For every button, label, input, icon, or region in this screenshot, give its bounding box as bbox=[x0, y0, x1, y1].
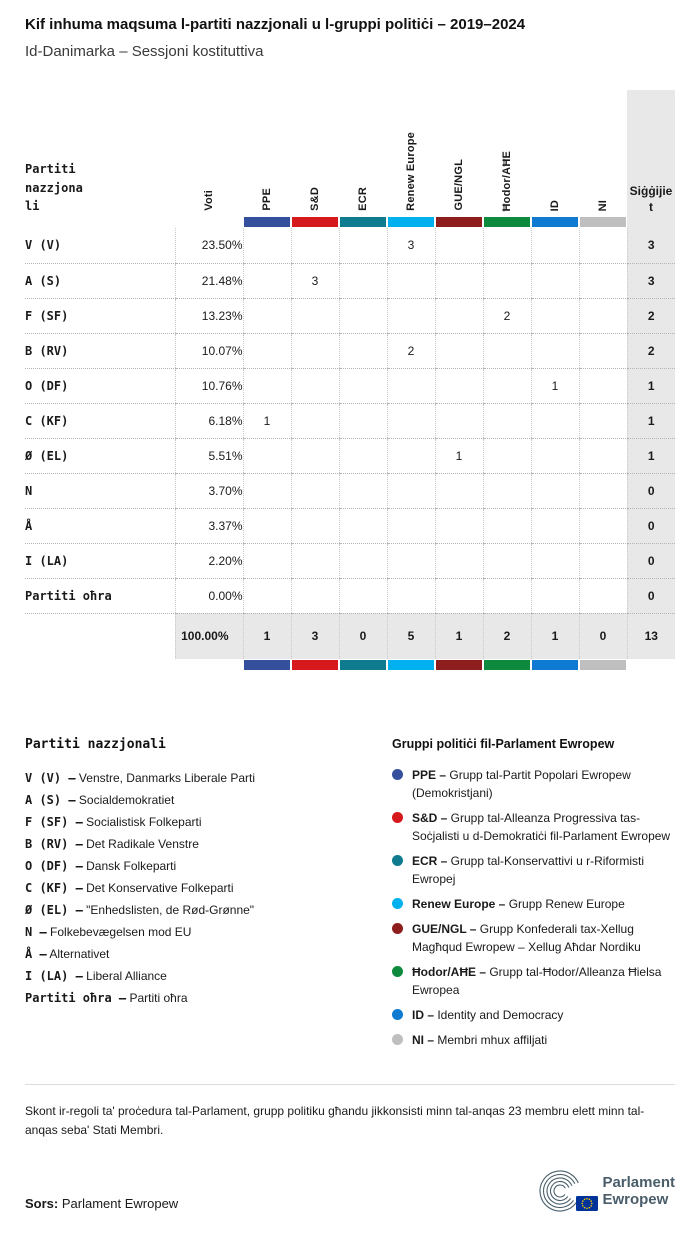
total-blank bbox=[25, 613, 175, 659]
voti-value: 0.00% bbox=[175, 578, 243, 613]
groups-legend bbox=[392, 737, 675, 1056]
seat-count-ppe bbox=[243, 228, 291, 263]
group-legend-item bbox=[392, 766, 675, 802]
seat-count-renew-europe bbox=[387, 403, 435, 438]
party-full-name: Dansk Folkeparti bbox=[86, 859, 177, 873]
group-description: PPE – Grupp tal-Partit Popolari Ewropew (Demokristjani) bbox=[412, 768, 631, 800]
seat-count-ppe bbox=[243, 508, 291, 543]
seat-count-ecr bbox=[339, 543, 387, 578]
groups-legend-title: Gruppi politiċi fil-Parlament Ewropew bbox=[392, 737, 615, 751]
seats-column-header: Siġġijiet bbox=[627, 90, 675, 216]
parlament-ewropew-logo bbox=[534, 1169, 675, 1213]
table-row bbox=[25, 578, 675, 613]
party-abbr: B (RV) – bbox=[25, 837, 83, 851]
party-legend-item bbox=[25, 965, 373, 987]
table-row bbox=[25, 473, 675, 508]
seat-count-renew-europe: 3 bbox=[387, 228, 435, 263]
party-legend-item bbox=[25, 987, 373, 1009]
seat-count-ni bbox=[579, 508, 627, 543]
seat-count-ni bbox=[579, 578, 627, 613]
table-row bbox=[25, 438, 675, 473]
party-abbr: C (KF) – bbox=[25, 881, 83, 895]
seat-count-renew-europe bbox=[387, 508, 435, 543]
total-ni: 0 bbox=[579, 613, 627, 659]
seat-count-ecr bbox=[339, 228, 387, 263]
party-legend-item bbox=[25, 921, 373, 943]
voti-column-header: Voti bbox=[203, 190, 215, 211]
party-full-name: Det Konservative Folkeparti bbox=[86, 881, 234, 895]
seat-count-ecr bbox=[339, 333, 387, 368]
seat-count-renew-europe bbox=[387, 543, 435, 578]
group-description: GUE/NGL – Grupp Konfederali tax-Xellug Magħqud Ewropew – Xellug Aħdar Nordiku bbox=[412, 922, 641, 954]
table-row bbox=[25, 333, 675, 368]
seat-count-sd bbox=[291, 228, 339, 263]
seat-count-gue-ngl bbox=[435, 333, 483, 368]
seat-count-renew-europe bbox=[387, 368, 435, 403]
group-description: Ħodor/AĦE – Grupp tal-Ħodor/Alleanza Ħielsa Ewropea bbox=[412, 965, 662, 997]
seat-count-hodor-ahe bbox=[483, 333, 531, 368]
table-row bbox=[25, 298, 675, 333]
seats-value: 0 bbox=[627, 473, 675, 508]
group-column-header-ecr: ECR bbox=[357, 187, 369, 211]
voti-value: 6.18% bbox=[175, 403, 243, 438]
seat-count-ppe bbox=[243, 333, 291, 368]
seats-value: 2 bbox=[627, 333, 675, 368]
group-color-dot bbox=[392, 1034, 403, 1045]
voti-value: 2.20% bbox=[175, 543, 243, 578]
seat-count-id bbox=[531, 508, 579, 543]
seat-count-renew-europe bbox=[387, 298, 435, 333]
group-color-dot bbox=[392, 855, 403, 866]
color-bar-id bbox=[531, 659, 579, 671]
divider bbox=[25, 1084, 675, 1085]
seat-count-ecr bbox=[339, 263, 387, 298]
seat-count-ecr bbox=[339, 508, 387, 543]
total-sd: 3 bbox=[291, 613, 339, 659]
total-ecr: 0 bbox=[339, 613, 387, 659]
color-bar-ecr bbox=[339, 659, 387, 671]
party-name: Å bbox=[25, 508, 175, 543]
voti-value: 10.76% bbox=[175, 368, 243, 403]
color-bar-renew-europe bbox=[387, 659, 435, 671]
party-legend-item bbox=[25, 833, 373, 855]
party-abbr: F (SF) – bbox=[25, 815, 83, 829]
seat-count-renew-europe bbox=[387, 473, 435, 508]
seat-count-ni bbox=[579, 473, 627, 508]
seats-value: 0 bbox=[627, 578, 675, 613]
seat-count-hodor-ahe bbox=[483, 578, 531, 613]
seat-count-hodor-ahe bbox=[483, 473, 531, 508]
group-legend-item bbox=[392, 809, 675, 845]
seat-count-ni bbox=[579, 298, 627, 333]
seats-value: 1 bbox=[627, 368, 675, 403]
source-value: Parlament Ewropew bbox=[61, 1196, 179, 1212]
party-name: C (KF) bbox=[25, 403, 175, 438]
group-legend-item bbox=[392, 1031, 675, 1049]
page-title: Kif inhuma maqsuma l-partiti nazzjonali u l-gruppi politiċi – 2019–2024 bbox=[25, 16, 526, 33]
party-name: Partiti oħra bbox=[25, 578, 175, 613]
table-row bbox=[25, 543, 675, 578]
seat-count-hodor-ahe bbox=[483, 228, 531, 263]
group-description: ECR – Grupp tal-Konservattivi u r-Riformisti Ewropej bbox=[412, 854, 645, 886]
group-legend-item bbox=[392, 920, 675, 956]
seat-count-gue-ngl bbox=[435, 298, 483, 333]
group-color-bars bbox=[25, 659, 675, 671]
seat-count-hodor-ahe bbox=[483, 263, 531, 298]
seat-count-ppe bbox=[243, 543, 291, 578]
seat-count-sd bbox=[291, 333, 339, 368]
group-description: NI – Membri mhux affiljati bbox=[412, 1033, 548, 1047]
total-renew-europe: 5 bbox=[387, 613, 435, 659]
total-voti: 100.00% bbox=[175, 613, 243, 659]
table-row bbox=[25, 263, 675, 298]
party-name: O (DF) bbox=[25, 368, 175, 403]
seat-count-renew-europe bbox=[387, 263, 435, 298]
seat-count-hodor-ahe bbox=[483, 438, 531, 473]
seat-count-sd bbox=[291, 438, 339, 473]
voti-value: 10.07% bbox=[175, 333, 243, 368]
seat-count-sd bbox=[291, 578, 339, 613]
party-name: N bbox=[25, 473, 175, 508]
results-table bbox=[25, 90, 675, 671]
table-body bbox=[25, 228, 675, 671]
seat-count-sd bbox=[291, 508, 339, 543]
party-abbr: N – bbox=[25, 925, 47, 939]
color-bar-ni bbox=[579, 659, 627, 671]
party-abbr: Partiti oħra – bbox=[25, 991, 127, 1005]
voti-value: 21.48% bbox=[175, 263, 243, 298]
seat-count-ppe bbox=[243, 578, 291, 613]
seat-count-renew-europe: 2 bbox=[387, 333, 435, 368]
color-bar-sd bbox=[291, 216, 339, 228]
parties-legend-list bbox=[25, 767, 373, 1009]
seat-count-sd bbox=[291, 543, 339, 578]
seat-count-sd bbox=[291, 368, 339, 403]
seat-count-ppe bbox=[243, 473, 291, 508]
seat-count-ecr bbox=[339, 368, 387, 403]
seat-count-gue-ngl bbox=[435, 473, 483, 508]
legends bbox=[25, 737, 675, 1056]
group-abbr: ID – bbox=[412, 1008, 435, 1022]
color-bar-ppe bbox=[243, 659, 291, 671]
voti-value: 23.50% bbox=[175, 228, 243, 263]
group-description: Renew Europe – Grupp Renew Europe bbox=[412, 897, 625, 911]
color-bar-id bbox=[531, 216, 579, 228]
seat-count-hodor-ahe bbox=[483, 543, 531, 578]
party-legend-item bbox=[25, 855, 373, 877]
color-bar-gue-ngl bbox=[435, 659, 483, 671]
party-full-name: Socialdemokratiet bbox=[78, 793, 175, 807]
total-row bbox=[25, 613, 675, 659]
seats-value: 1 bbox=[627, 403, 675, 438]
seat-count-ni bbox=[579, 263, 627, 298]
party-full-name: "Enhedslisten, de Rød-Grønne" bbox=[86, 903, 255, 917]
group-abbr: NI – bbox=[412, 1033, 435, 1047]
party-legend-item bbox=[25, 899, 373, 921]
group-legend-item bbox=[392, 1006, 675, 1024]
table-row bbox=[25, 508, 675, 543]
seat-count-gue-ngl bbox=[435, 543, 483, 578]
voti-value: 5.51% bbox=[175, 438, 243, 473]
seat-count-ppe bbox=[243, 438, 291, 473]
seat-count-id bbox=[531, 228, 579, 263]
party-full-name: Det Radikale Venstre bbox=[86, 837, 199, 851]
seat-count-id bbox=[531, 298, 579, 333]
party-full-name: Folkebevægelsen mod EU bbox=[50, 925, 192, 939]
seat-count-renew-europe bbox=[387, 578, 435, 613]
total-hodor-ahe: 2 bbox=[483, 613, 531, 659]
seat-count-gue-ngl bbox=[435, 263, 483, 298]
seats-value: 0 bbox=[627, 508, 675, 543]
seats-value: 3 bbox=[627, 228, 675, 263]
seat-count-gue-ngl bbox=[435, 403, 483, 438]
total-id: 1 bbox=[531, 613, 579, 659]
table-row bbox=[25, 403, 675, 438]
group-abbr: Renew Europe – bbox=[412, 897, 506, 911]
seat-count-sd bbox=[291, 473, 339, 508]
seat-count-hodor-ahe bbox=[483, 508, 531, 543]
groups-legend-list bbox=[392, 766, 675, 1049]
table-row bbox=[25, 368, 675, 403]
party-full-name: Liberal Alliance bbox=[86, 969, 167, 983]
seat-count-ppe bbox=[243, 263, 291, 298]
header-row bbox=[25, 90, 675, 216]
total-gue-ngl: 1 bbox=[435, 613, 483, 659]
logo-text-line2: Ewropew bbox=[602, 1191, 669, 1209]
group-description: ID – Identity and Democracy bbox=[412, 1008, 564, 1022]
color-bar-hodor-ahe bbox=[483, 216, 531, 228]
seat-count-ppe: 1 bbox=[243, 403, 291, 438]
group-color-dot bbox=[392, 769, 403, 780]
seat-count-ni bbox=[579, 333, 627, 368]
color-bar-ni bbox=[579, 216, 627, 228]
eu-flag-icon bbox=[576, 1196, 598, 1211]
party-full-name: Venstre, Danmarks Liberale Parti bbox=[78, 771, 256, 785]
group-abbr: PPE – bbox=[412, 768, 447, 782]
party-abbr: V (V) – bbox=[25, 771, 76, 785]
group-color-bars bbox=[25, 216, 675, 228]
group-column-header-sd: S&D bbox=[309, 187, 321, 211]
party-full-name: Partiti oħra bbox=[129, 991, 188, 1005]
group-abbr: GUE/NGL – bbox=[412, 922, 477, 936]
seat-count-sd bbox=[291, 403, 339, 438]
color-bar-ecr bbox=[339, 216, 387, 228]
seat-count-gue-ngl bbox=[435, 508, 483, 543]
seat-count-id: 1 bbox=[531, 368, 579, 403]
seat-count-ecr bbox=[339, 298, 387, 333]
seats-value: 0 bbox=[627, 543, 675, 578]
seat-count-ppe bbox=[243, 368, 291, 403]
seat-count-hodor-ahe bbox=[483, 403, 531, 438]
party-abbr: I (LA) – bbox=[25, 969, 83, 983]
color-bar-sd bbox=[291, 659, 339, 671]
group-abbr: Ħodor/AĦE – bbox=[412, 965, 487, 979]
group-color-dot bbox=[392, 966, 403, 977]
party-name: V (V) bbox=[25, 228, 175, 263]
group-abbr: ECR – bbox=[412, 854, 448, 868]
seat-count-ni bbox=[579, 543, 627, 578]
group-legend-item bbox=[392, 852, 675, 888]
party-abbr: Å – bbox=[25, 947, 47, 961]
logo-text bbox=[602, 1174, 675, 1209]
party-name: I (LA) bbox=[25, 543, 175, 578]
seat-count-ni bbox=[579, 403, 627, 438]
parties-legend-title: Partiti nazzjonali bbox=[25, 737, 166, 752]
source-label: Sors: bbox=[25, 1196, 59, 1212]
source bbox=[25, 1196, 178, 1211]
total-seats: 13 bbox=[627, 613, 675, 659]
group-column-header-gue-ngl: GUE/NGL bbox=[453, 159, 465, 211]
seat-count-gue-ngl: 1 bbox=[435, 438, 483, 473]
page-subtitle: Id-Danimarka – Sessjoni kostituttiva bbox=[25, 43, 264, 60]
color-bar-ppe bbox=[243, 216, 291, 228]
party-name: F (SF) bbox=[25, 298, 175, 333]
party-abbr: Ø (EL) – bbox=[25, 903, 83, 917]
group-legend-item bbox=[392, 895, 675, 913]
party-legend-item bbox=[25, 877, 373, 899]
seat-count-sd bbox=[291, 298, 339, 333]
seat-count-id bbox=[531, 403, 579, 438]
seat-count-ecr bbox=[339, 578, 387, 613]
seats-value: 2 bbox=[627, 298, 675, 333]
party-legend-item bbox=[25, 811, 373, 833]
seats-value: 1 bbox=[627, 438, 675, 473]
seat-count-id bbox=[531, 333, 579, 368]
group-color-dot bbox=[392, 1009, 403, 1020]
logo-mark bbox=[534, 1169, 586, 1213]
party-name: B (RV) bbox=[25, 333, 175, 368]
party-legend-item bbox=[25, 943, 373, 965]
total-ppe: 1 bbox=[243, 613, 291, 659]
party-legend-item bbox=[25, 767, 373, 789]
seat-count-ecr bbox=[339, 403, 387, 438]
group-column-header-ni: NI bbox=[597, 199, 609, 211]
group-column-header-id: ID bbox=[549, 199, 561, 211]
logo-text-line1: Parlament bbox=[602, 1173, 675, 1191]
group-description: S&D – Grupp tal-Alleanza Progressiva tas-Soċjalisti u d-Demokratiċi fil-Parlament Ewropew bbox=[412, 811, 671, 843]
seat-count-ni bbox=[579, 228, 627, 263]
group-column-header-renew-europe: Renew Europe bbox=[405, 132, 417, 211]
group-color-dot bbox=[392, 923, 403, 934]
seat-count-id bbox=[531, 578, 579, 613]
table-row bbox=[25, 228, 675, 263]
group-column-header-hodor-ahe: Ħodor/AĦE bbox=[501, 150, 513, 211]
voti-value: 3.70% bbox=[175, 473, 243, 508]
group-column-header-ppe: PPE bbox=[261, 188, 273, 211]
seat-count-hodor-ahe: 2 bbox=[483, 298, 531, 333]
seat-count-gue-ngl bbox=[435, 228, 483, 263]
color-bar-renew-europe bbox=[387, 216, 435, 228]
seat-count-ni bbox=[579, 438, 627, 473]
seat-count-ni bbox=[579, 368, 627, 403]
seat-count-ecr bbox=[339, 438, 387, 473]
group-legend-item bbox=[392, 963, 675, 999]
seats-value: 3 bbox=[627, 263, 675, 298]
seat-count-ppe bbox=[243, 298, 291, 333]
seat-count-gue-ngl bbox=[435, 578, 483, 613]
group-abbr: S&D – bbox=[412, 811, 448, 825]
party-full-name: Socialistisk Folkeparti bbox=[86, 815, 202, 829]
party-name: A (S) bbox=[25, 263, 175, 298]
voti-value: 3.37% bbox=[175, 508, 243, 543]
seat-count-ecr bbox=[339, 473, 387, 508]
group-color-dot bbox=[392, 812, 403, 823]
seat-count-id bbox=[531, 543, 579, 578]
party-legend-item bbox=[25, 789, 373, 811]
seat-count-hodor-ahe bbox=[483, 368, 531, 403]
table-head bbox=[25, 90, 675, 228]
party-name: Ø (EL) bbox=[25, 438, 175, 473]
color-bar-hodor-ahe bbox=[483, 659, 531, 671]
seat-count-renew-europe bbox=[387, 438, 435, 473]
seat-count-id bbox=[531, 438, 579, 473]
footer bbox=[25, 1169, 675, 1213]
footnote: Skont ir-regoli ta' proċedura tal-Parlament, grupp politiku għandu jikkonsisti minn tal-anqas 23 membru elett minn tal-anqas seba' Stati Membri. bbox=[25, 1104, 645, 1137]
party-abbr: O (DF) – bbox=[25, 859, 83, 873]
seat-count-sd: 3 bbox=[291, 263, 339, 298]
parties-legend bbox=[25, 737, 373, 1056]
seat-count-id bbox=[531, 473, 579, 508]
color-bar-gue-ngl bbox=[435, 216, 483, 228]
party-full-name: Alternativet bbox=[49, 947, 110, 961]
group-color-dot bbox=[392, 898, 403, 909]
party-abbr: A (S) – bbox=[25, 793, 76, 807]
seat-count-gue-ngl bbox=[435, 368, 483, 403]
voti-value: 13.23% bbox=[175, 298, 243, 333]
party-column-header: Partiti nazzjonali bbox=[25, 162, 83, 214]
seat-count-id bbox=[531, 263, 579, 298]
